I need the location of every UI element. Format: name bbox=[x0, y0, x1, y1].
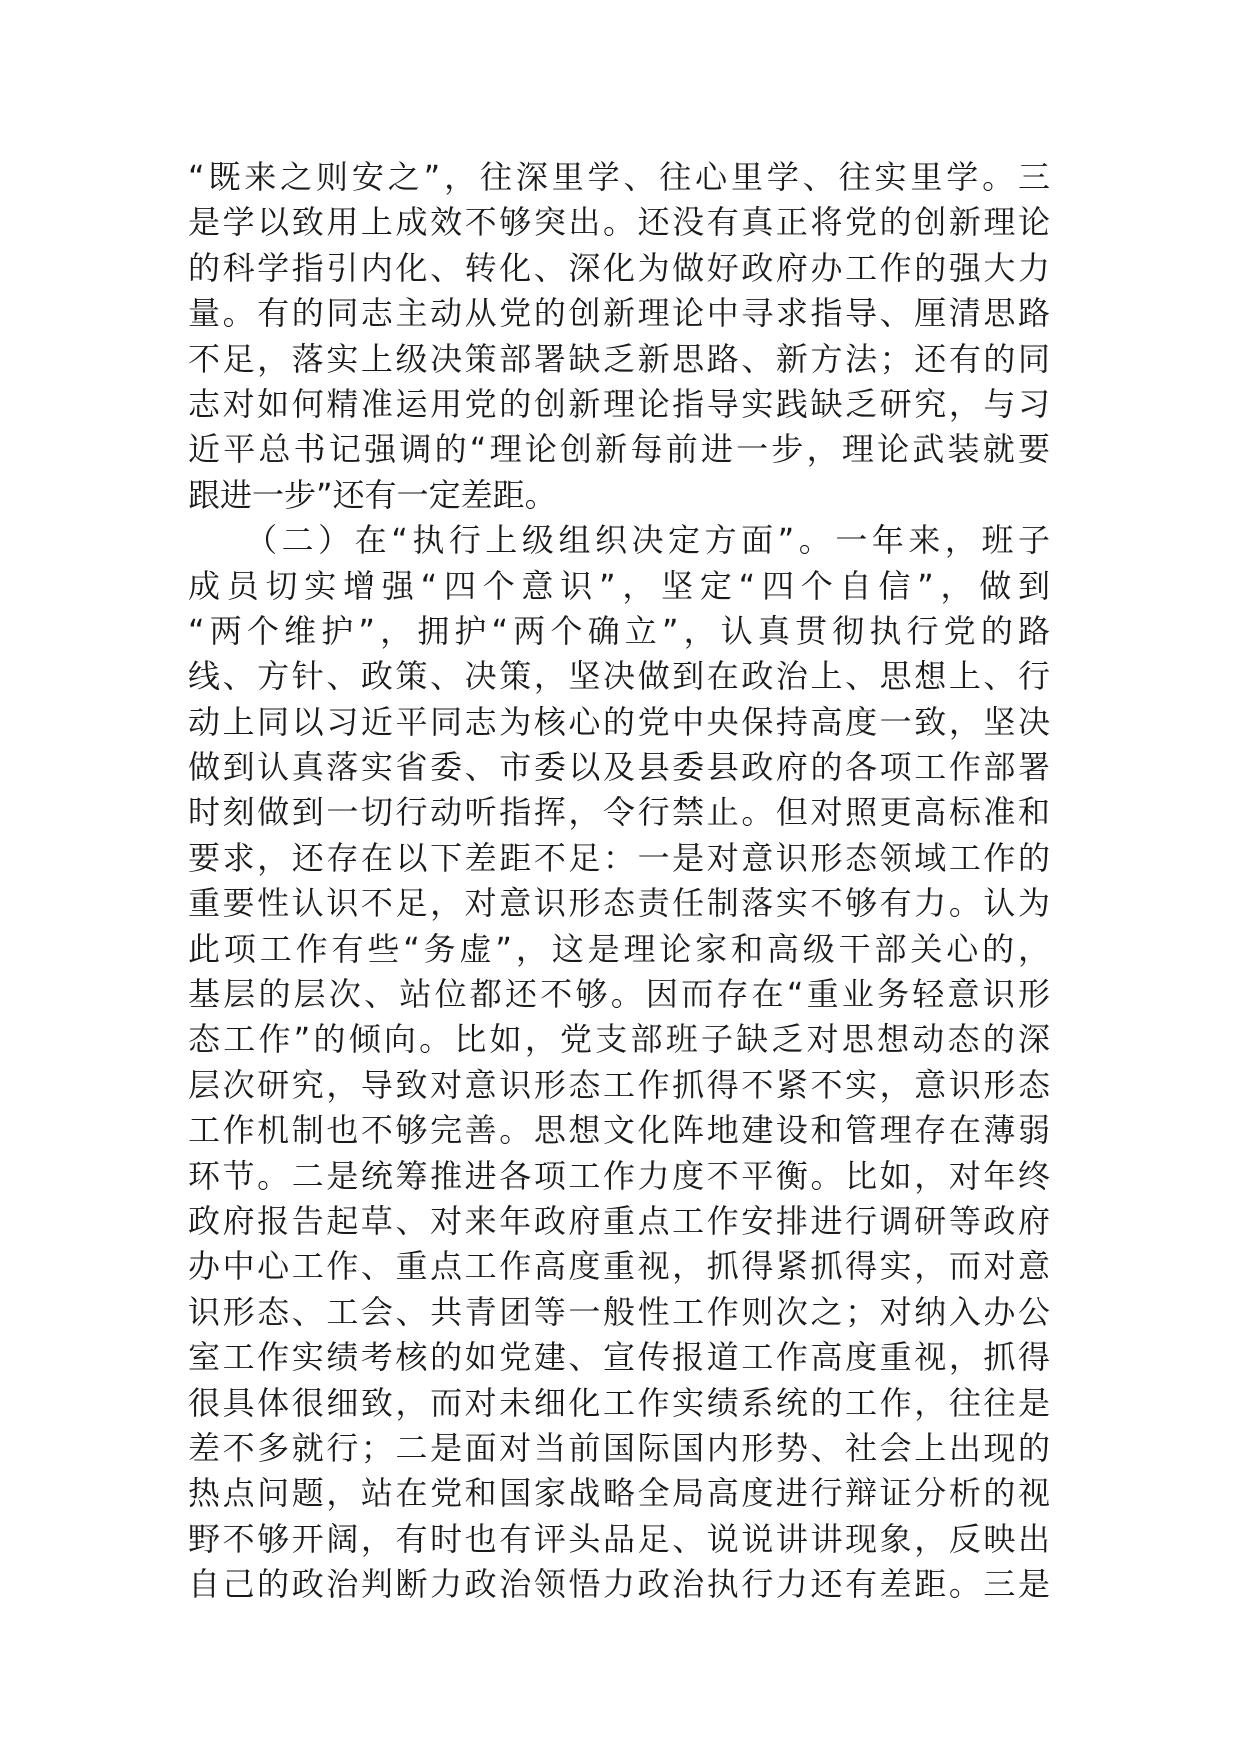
text-line: 层次研究，导致对意识形态工作抓得不紧不实，意识形态 bbox=[188, 1065, 1050, 1104]
text-line: 室工作实绩考核的如党建、宣传报道工作高度重视，抓得 bbox=[188, 1338, 1050, 1377]
text-line: 时刻做到一切行动听指挥，令行禁止。但对照更高标准和 bbox=[188, 793, 1050, 832]
text-line: 工作机制也不够完善。思想文化阵地建设和管理存在薄弱 bbox=[188, 1111, 1050, 1150]
text-line: 成员切实增强“四个意识”，坚定“四个自信”，做到 bbox=[188, 566, 1050, 605]
text-line: 态工作”的倾向。比如，党支部班子缺乏对思想动态的深 bbox=[188, 1020, 1050, 1059]
text-line: “既来之则安之”，往深里学、往心里学、往实里学。三 bbox=[188, 158, 1050, 196]
text-line: 重要性认识不足，对意识形态责任制落实不够有力。认为 bbox=[188, 884, 1050, 923]
text-line: 做到认真落实省委、市委以及县委县政府的各项工作部署 bbox=[188, 748, 1050, 787]
text-line: 此项工作有些“务虚”，这是理论家和高级干部关心的， bbox=[188, 929, 1050, 968]
text-line: 办中心工作、重点工作高度重视，抓得紧抓得实，而对意 bbox=[188, 1247, 1050, 1286]
text-line: 的科学指引内化、转化、深化为做好政府办工作的强大力 bbox=[188, 248, 1050, 287]
text-line: 热点问题，站在党和国家战略全局高度进行辩证分析的视 bbox=[188, 1474, 1050, 1513]
text-line: 是学以致用上成效不够突出。还没有真正将党的创新理论 bbox=[188, 203, 1050, 242]
text-line: 量。有的同志主动从党的创新理论中寻求指导、厘清思路 bbox=[188, 294, 1050, 333]
text-line: 差不多就行；二是面对当前国际国内形势、社会上出现的 bbox=[188, 1428, 1050, 1467]
text-line: 线、方针、政策、决策，坚决做到在政治上、思想上、行 bbox=[188, 657, 1050, 696]
body-text bbox=[188, 155, 1050, 1608]
text-line: 识形态、工会、共青团等一般性工作则次之；对纳入办公 bbox=[188, 1292, 1050, 1331]
text-line: 野不够开阔，有时也有评头品足、说说讲讲现象，反映出 bbox=[188, 1519, 1050, 1558]
text-line: 志对如何精准运用党的创新理论指导实践缺乏研究，与习 bbox=[188, 384, 1050, 423]
text-line: 政府报告起草、对来年政府重点工作安排进行调研等政府 bbox=[188, 1201, 1050, 1240]
text-line: 近平总书记强调的“理论创新每前进一步，理论武装就要 bbox=[188, 430, 1050, 469]
paragraph-end-line: 跟进一步”还有一定差距。 bbox=[188, 475, 557, 514]
text-line: “两个维护”，拥护“两个确立”，认真贯彻执行党的路 bbox=[188, 611, 1050, 650]
section-heading-line: （二）在“执行上级组织决定方面”。一年来，班子 bbox=[188, 521, 1050, 560]
text-line: 很具体很细致，而对未细化工作实绩系统的工作，往往是 bbox=[188, 1383, 1050, 1422]
text-line: 自己的政治判断力政治领悟力政治执行力还有差距。三是 bbox=[188, 1565, 1050, 1604]
text-line: 基层的层次、站位都还不够。因而存在“重业务轻意识形 bbox=[188, 975, 1050, 1014]
text-line: 要求，还存在以下差距不足：一是对意识形态领域工作的 bbox=[188, 838, 1050, 877]
text-line: 环节。二是统筹推进各项工作力度不平衡。比如，对年终 bbox=[188, 1156, 1050, 1195]
text-line: 动上同以习近平同志为核心的党中央保持高度一致，坚决 bbox=[188, 702, 1050, 741]
text-line: 不足，落实上级决策部署缺乏新思路、新方法；还有的同 bbox=[188, 339, 1050, 378]
